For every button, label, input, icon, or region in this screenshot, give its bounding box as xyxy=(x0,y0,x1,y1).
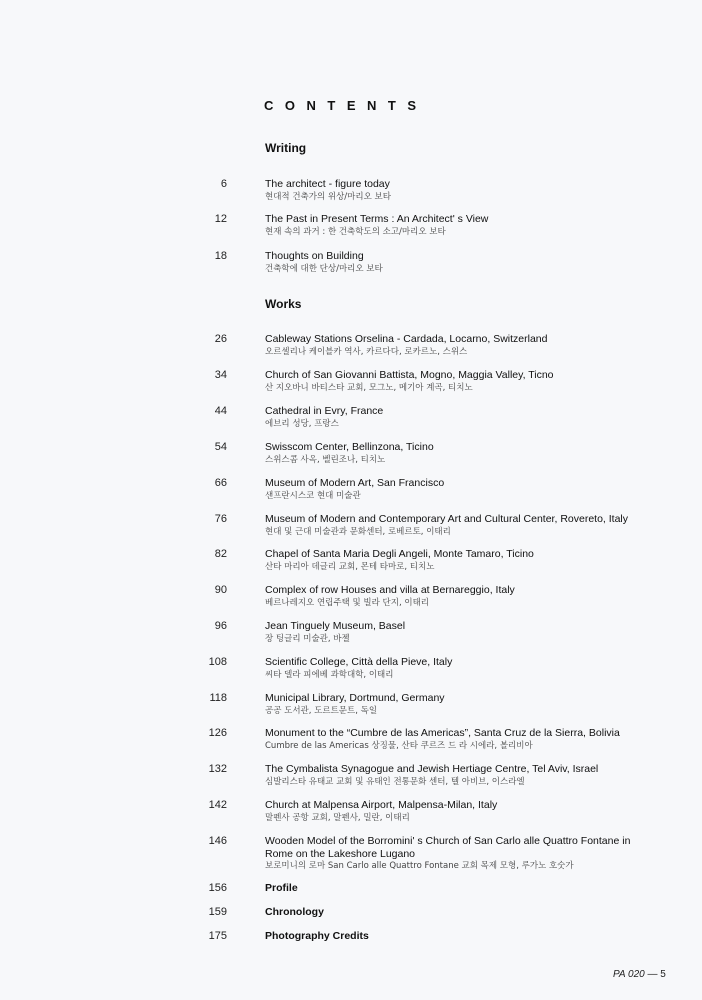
toc-title: Complex of row Houses and villa at Bernareggio, Italy xyxy=(265,584,515,596)
toc-title: Cableway Stations Orselina - Cardada, Locarno, Switzerland xyxy=(265,333,548,345)
toc-subtitle: 현대 및 근대 미술관과 문화센터, 로베르토, 이태리 xyxy=(265,527,451,537)
toc-page-number: 156 xyxy=(208,882,227,894)
magazine-issue: PA 020 xyxy=(613,969,645,980)
toc-page-number: 142 xyxy=(208,799,227,811)
toc-subtitle: 장 팅글리 미술관, 바젤 xyxy=(265,634,350,644)
toc-subtitle: Cumbre de las Americas 상징물, 산타 쿠르즈 드 라 시에라, 볼리비아 xyxy=(265,741,533,751)
toc-subtitle: 산 지오바니 바티스타 교회, 모그노, 메기아 계곡, 티치노 xyxy=(265,383,473,393)
toc-subtitle: 심발리스타 유태교 교회 및 유태인 전통문화 센터, 텔 아비브, 이스라엘 xyxy=(265,777,525,787)
toc-title: Church at Malpensa Airport, Malpensa-Milan, Italy xyxy=(265,799,498,811)
toc-title: The Cymbalista Synagogue and Jewish Hertiage Centre, Tel Aviv, Israel xyxy=(265,763,599,775)
toc-page-number: 146 xyxy=(208,835,227,847)
toc-title: Thoughts on Building xyxy=(265,250,364,262)
toc-page-number: 82 xyxy=(214,548,227,560)
section-heading-works: Works xyxy=(265,297,302,311)
toc-title: Photography Credits xyxy=(265,930,369,942)
toc-title: Chronology xyxy=(265,906,324,918)
contents-heading: CONTENTS xyxy=(264,98,428,113)
section-heading-writing: Writing xyxy=(265,141,307,155)
toc-title: Municipal Library, Dortmund, Germany xyxy=(265,692,445,704)
toc-title: Chapel of Santa Maria Degli Angeli, Monte Tamaro, Ticino xyxy=(265,548,534,560)
toc-page-number: 26 xyxy=(214,333,227,345)
toc-page-number: 54 xyxy=(214,441,227,453)
toc-page-number: 132 xyxy=(208,763,227,775)
toc-page-number: 159 xyxy=(208,906,227,918)
toc-page-number: 118 xyxy=(209,692,227,704)
toc-page-number: 44 xyxy=(214,405,227,417)
page-footer xyxy=(613,969,666,980)
page-number: 5 xyxy=(660,969,666,980)
toc-page-number: 18 xyxy=(214,250,227,262)
toc-title: Wooden Model of the Borromini' s Church of San Carlo alle Quattro Fontane in Rome on the Lakeshore Lugano xyxy=(265,835,631,860)
toc-title: Profile xyxy=(265,882,298,894)
toc-subtitle: 건축학에 대한 단상/마리오 보타 xyxy=(265,264,383,274)
toc-title: Scientific College, Città della Pieve, Italy xyxy=(265,656,453,668)
toc-subtitle: 베르나레지오 연립주택 및 빌라 단지, 이태리 xyxy=(265,598,430,608)
toc-subtitle: 보로미니의 로마 San Carlo alle Quattro Fontane 교회 목제 모형, 루가노 호숫가 xyxy=(265,861,574,871)
toc-subtitle: 에브리 성당, 프랑스 xyxy=(265,419,339,429)
toc-page-number: 76 xyxy=(214,513,227,525)
toc-page-number: 108 xyxy=(208,656,227,668)
toc-title: The architect - figure today xyxy=(265,178,390,190)
toc-subtitle: 스위스콤 사옥, 벨린조나, 티치노 xyxy=(265,455,386,465)
toc-page-number: 34 xyxy=(214,369,227,381)
toc-title: Museum of Modern and Contemporary Art and Cultural Center, Rovereto, Italy xyxy=(265,513,629,525)
toc-page-number: 6 xyxy=(220,178,227,190)
toc-subtitle: 말펜사 공항 교회, 말펜사, 밀란, 이태리 xyxy=(265,813,410,823)
toc-page-number: 96 xyxy=(214,620,227,632)
toc-page-number: 12 xyxy=(214,213,227,225)
toc-subtitle: 씨타 델라 피에베 과학대학, 이태리 xyxy=(265,670,394,680)
toc-title: Swisscom Center, Bellinzona, Ticino xyxy=(265,441,434,453)
toc-page-number: 175 xyxy=(208,930,227,942)
toc-page-number: 90 xyxy=(214,584,227,596)
toc-title: The Past in Present Terms : An Architect' s View xyxy=(265,213,489,225)
toc-page-number: 66 xyxy=(214,477,227,489)
toc-subtitle: 오르셀리나 케이블카 역사, 카르다다, 로카르노, 스위스 xyxy=(265,347,468,357)
toc-subtitle: 산타 마리아 데글리 교회, 몬테 타마로, 티치노 xyxy=(265,562,435,572)
toc-subtitle: 현재 속의 과거 : 한 건축학도의 소고/마리오 보타 xyxy=(265,227,446,237)
toc-title: Museum of Modern Art, San Francisco xyxy=(265,477,445,489)
toc-title: Cathedral in Evry, France xyxy=(265,405,384,417)
toc-subtitle: 샌프란시스코 현대 미술관 xyxy=(265,491,361,501)
toc-subtitle: 현대적 건축가의 위상/마리오 보타 xyxy=(265,192,391,202)
toc-subtitle: 공공 도서관, 도르트문트, 독일 xyxy=(265,706,378,716)
toc-page-number: 126 xyxy=(208,727,227,739)
toc-title: Jean Tinguely Museum, Basel xyxy=(265,620,406,632)
toc-title: Church of San Giovanni Battista, Mogno, Maggia Valley, Ticno xyxy=(265,369,554,381)
toc-title: Monument to the “Cumbre de las Americas”, Santa Cruz de la Sierra, Bolivia xyxy=(265,727,620,739)
footer-separator: — xyxy=(647,969,658,980)
